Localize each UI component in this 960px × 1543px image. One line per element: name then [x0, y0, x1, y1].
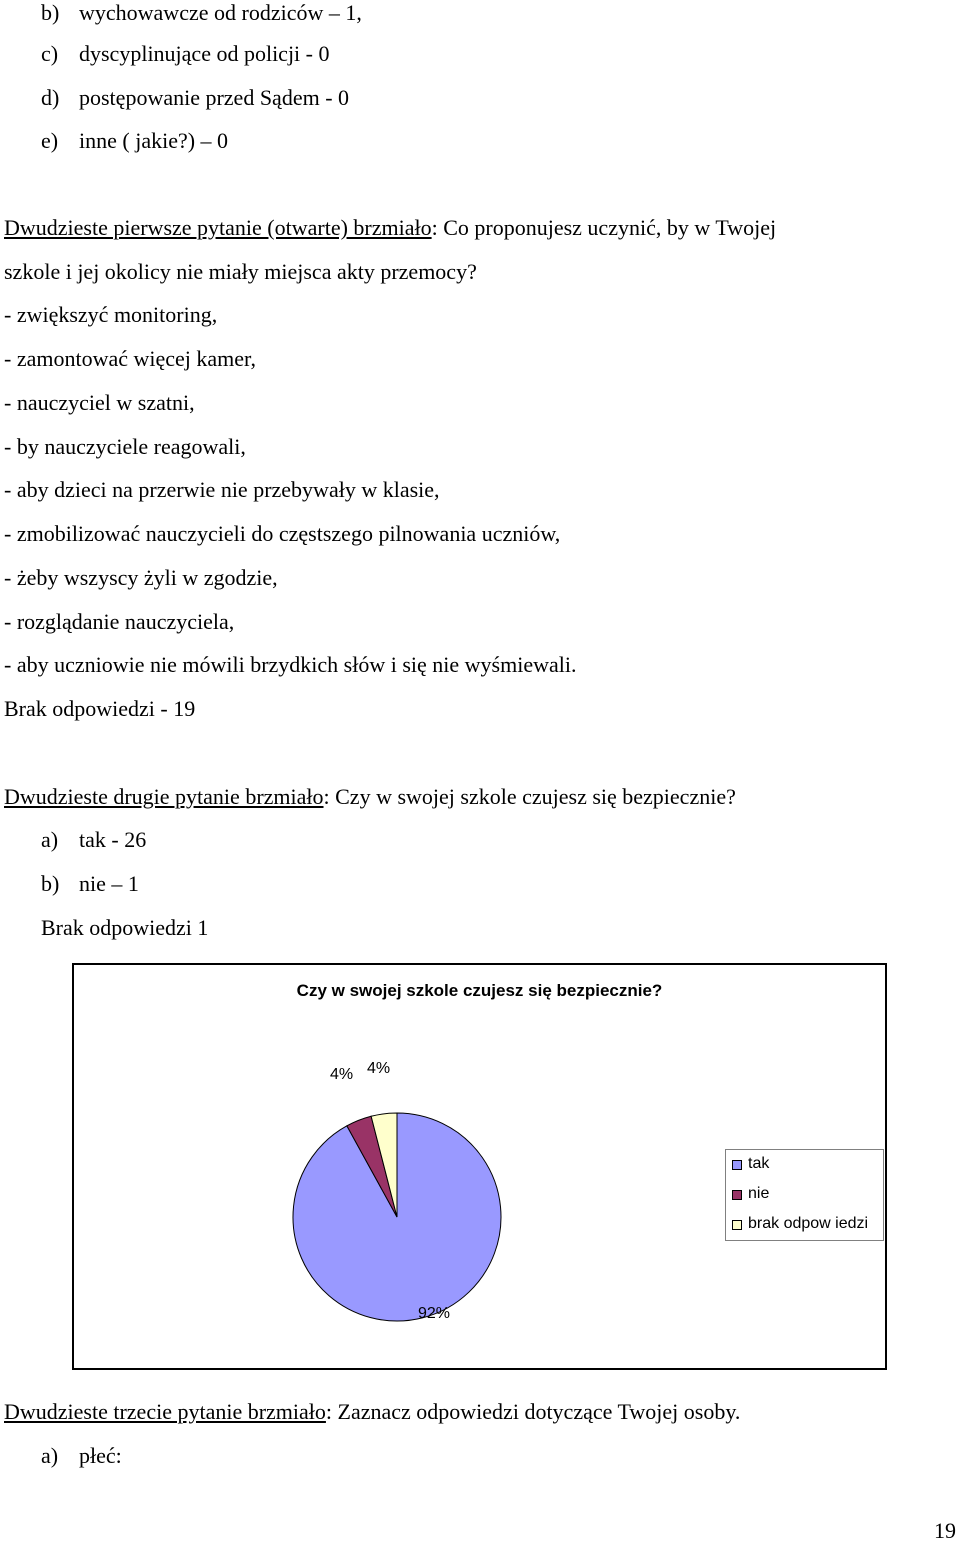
list-text: nie – 1	[79, 871, 139, 896]
list-text: postępowanie przed Sądem - 0	[79, 85, 350, 110]
q22-question-text: : Czy w swojej szkole czujesz się bezpiecznie?	[323, 784, 736, 809]
list-letter: b)	[41, 0, 60, 25]
list-letter: e)	[41, 128, 59, 153]
chart-title: Czy w swojej szkole czujesz się bezpiecznie?	[296, 981, 663, 1000]
list-text: płeć:	[79, 1443, 122, 1468]
q23-question	[4, 1399, 740, 1425]
q21-heading: Dwudzieste pierwsze pytanie (otwarte) brzmiało	[4, 215, 432, 240]
list-text: wychowawcze od rodziców – 1,	[79, 0, 362, 25]
list-text: tak - 26	[79, 827, 147, 852]
pie-chart	[72, 963, 887, 1370]
legend-swatch	[732, 1220, 742, 1230]
q21-question-line2: szkole i jej okolicy nie miały miejsca akty przemocy?	[4, 259, 477, 284]
list-letter: a)	[41, 827, 59, 852]
chart-legend	[725, 1149, 884, 1241]
answer-item: - zwiększyć monitoring,	[4, 302, 218, 327]
q21-no-answer: Brak odpowiedzi - 19	[4, 696, 196, 721]
list-letter: c)	[41, 41, 59, 66]
legend-swatch	[732, 1190, 742, 1200]
legend-label: tak	[748, 1155, 770, 1172]
pie-data-label: 4%	[330, 1066, 354, 1083]
answer-item: - aby dzieci na przerwie nie przebywały w klasie,	[4, 477, 440, 502]
pie-data-label: 92%	[418, 1305, 451, 1322]
q22-heading: Dwudzieste drugie pytanie brzmiało	[4, 784, 324, 809]
legend-swatch	[732, 1160, 742, 1170]
answer-item: - rozglądanie nauczyciela,	[4, 609, 235, 634]
q23-heading: Dwudzieste trzecie pytanie brzmiało	[4, 1399, 326, 1424]
answer-item: - by nauczyciele reagowali,	[4, 434, 246, 459]
pie-data-label: 4%	[367, 1060, 391, 1077]
legend-label: brak odpow iedzi	[748, 1215, 869, 1232]
legend-label: nie	[748, 1185, 770, 1202]
list-letter: a)	[41, 1443, 59, 1468]
q23-question-text: : Zaznacz odpowiedzi dotyczące Twojej osoby.	[325, 1399, 741, 1424]
list-text: inne ( jakie?) – 0	[79, 128, 229, 153]
list-letter: b)	[41, 871, 60, 896]
q22-no-answer: Brak odpowiedzi 1	[41, 915, 209, 940]
answer-item: - nauczyciel w szatni,	[4, 390, 195, 415]
answer-item: - zamontować więcej kamer,	[4, 346, 256, 371]
q21-question-line1: : Co proponujesz uczynić, by w Twojej	[431, 215, 777, 240]
page-number: 19	[934, 1518, 956, 1543]
q22-question	[4, 784, 736, 810]
answer-item: - zmobilizować nauczycieli do częstszego pilnowania uczniów,	[4, 521, 561, 546]
list-text: dyscyplinujące od policji - 0	[79, 41, 330, 66]
answer-item: - aby uczniowie nie mówili brzydkich słów i się nie wyśmiewali.	[4, 652, 577, 677]
q21-question	[4, 215, 776, 241]
answer-item: - żeby wszyscy żyli w zgodzie,	[4, 565, 278, 590]
list-letter: d)	[41, 85, 60, 110]
